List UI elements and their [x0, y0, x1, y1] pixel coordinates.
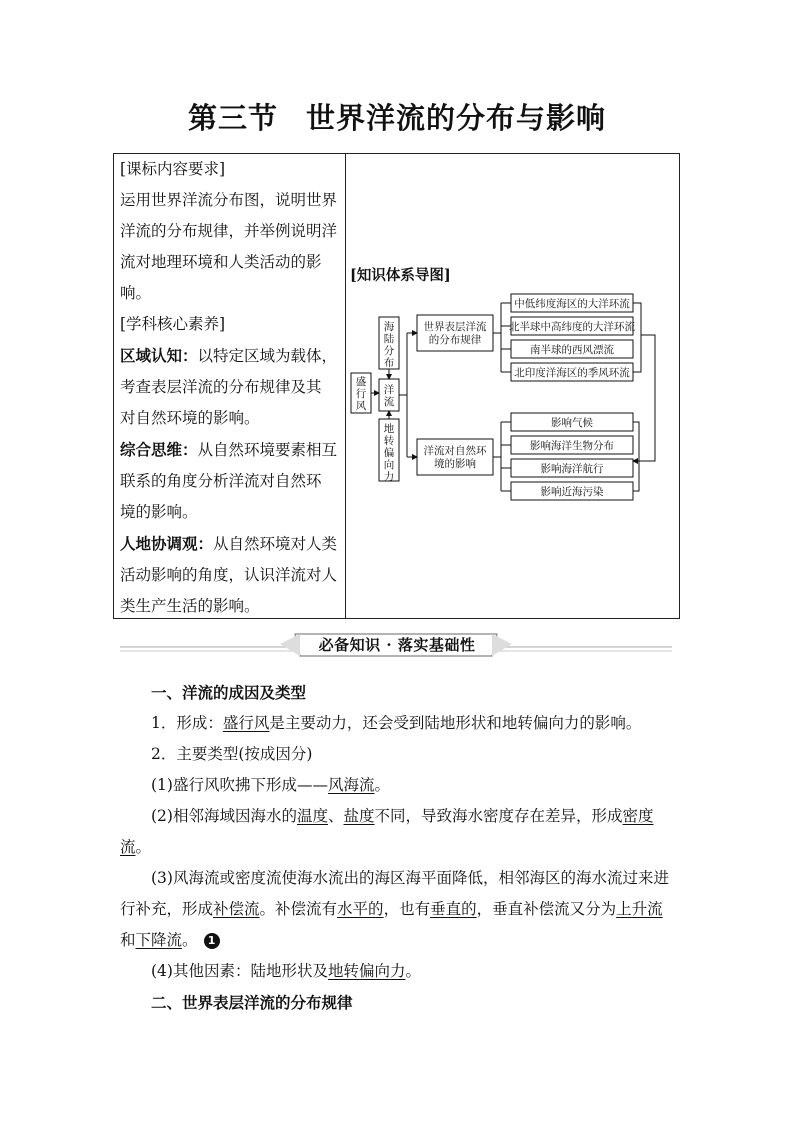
svg-text:向: 向 [383, 459, 395, 471]
influence-item: 影响海洋航行 [540, 463, 604, 475]
svg-text:布: 布 [383, 357, 395, 369]
requirements-line: 响。 [120, 284, 152, 302]
svg-text:陆: 陆 [383, 333, 395, 345]
paragraph-other-factors: (4)其他因素：陆地形状及地转偏向力。 [151, 962, 421, 980]
node-prevailing-wind-1: 盛 [355, 376, 367, 388]
influence-item: 影响海洋生物分布 [530, 440, 614, 452]
literacy-item-regional: 区域认知：以特定区域为载体， [120, 346, 338, 365]
requirements-panel [120, 154, 342, 622]
svg-text:流: 流 [383, 396, 395, 408]
requirements-heading: [课标内容要求] [120, 160, 226, 178]
literacy-label: 综合思维： [120, 440, 198, 459]
svg-text:地: 地 [383, 423, 395, 435]
note-marker-icon[interactable]: 1 [204, 933, 220, 949]
literacy-line: 联系的角度分析洋流对自然环 [120, 472, 322, 490]
svg-text:力: 力 [383, 471, 395, 483]
node-influence-line2: 境的影响 [434, 458, 476, 470]
main-content [120, 677, 672, 1018]
svg-text:转: 转 [383, 435, 395, 447]
svg-text:偏: 偏 [383, 447, 395, 459]
distribution-item: 南半球的西风漂流 [530, 344, 614, 356]
literacy-label: 人地协调观： [120, 534, 214, 553]
requirements-line: 洋流的分布规律，并举例说明洋 [120, 222, 338, 240]
paragraph-types: 2．主要类型(按成因分) [151, 745, 313, 763]
distribution-item: 中低纬度海区的大洋环流 [514, 298, 630, 310]
literacy-item-integrated: 综合思维：从自然环境要素相互 [120, 440, 338, 459]
node-prevailing-wind-3: 风 [355, 400, 367, 412]
literacy-line: 类生产生活的影响。 [120, 597, 260, 615]
influence-item: 影响近海污染 [540, 486, 604, 498]
knowledge-map-heading: [知识体系导图] [350, 267, 451, 284]
node-distribution-line2: 的分布规律 [428, 334, 482, 346]
distribution-item: 北半球中高纬度的大洋环流 [509, 321, 635, 333]
node-distribution-line1: 世界表层洋流 [423, 321, 487, 333]
literacy-line: 对自然环境的影响。 [120, 409, 260, 427]
paragraph-compensation-current: (3)风海流或密度流使海水流出的海区海平面降低，相邻海区的海水流过来进行补充，形成补偿流。补偿流有水平的，也有垂直的，垂直补偿流又分为上升流和下降流。 1 [120, 869, 669, 949]
literacy-line: 境的影响。 [120, 503, 198, 521]
requirements-line: 运用世界洋流分布图，说明世界 [120, 191, 338, 209]
page-title [0, 96, 794, 137]
literacy-item-harmony: 人地协调观：从自然环境对人类 [120, 534, 338, 553]
influence-item: 影响气候 [551, 417, 593, 429]
svg-text:洋: 洋 [383, 384, 395, 396]
svg-text:分: 分 [383, 345, 395, 357]
paragraph-formation: 1．形成：盛行风是主要动力，还会受到陆地形状和地转偏向力的影响。 [151, 714, 642, 732]
svg-text:海: 海 [383, 321, 395, 333]
literacy-label: 区域认知： [120, 346, 198, 365]
knowledge-map [345, 285, 675, 505]
title-section-number: 第三节 [187, 101, 278, 135]
distribution-item: 北印度洋海区的季风环流 [514, 367, 630, 379]
paragraph-wind-current: (1)盛行风吹拂下形成——风海流。 [151, 776, 390, 794]
section-heading-1: 一、洋流的成因及类型 [151, 683, 307, 702]
node-prevailing-wind-2: 行 [355, 388, 367, 400]
core-literacy-heading: [学科核心素养] [120, 315, 226, 333]
requirements-line: 流对地理环境和人类活动的影 [120, 253, 322, 271]
title-text: 世界洋流的分布与影响 [306, 101, 607, 135]
node-influence-line1: 洋流对自然环 [423, 445, 487, 457]
literacy-line: 活动影响的角度，认识洋流对人 [120, 566, 338, 584]
paragraph-density-current: (2)相邻海域因海水的温度、盐度不同，导致海水密度存在差异，形成密度流。 [120, 807, 654, 856]
banner-text: 必备知识 · 落实基础性 [318, 636, 476, 654]
literacy-line: 考查表层洋流的分布规律及其 [120, 378, 322, 396]
section-heading-2: 二、世界表层洋流的分布规律 [151, 993, 353, 1012]
